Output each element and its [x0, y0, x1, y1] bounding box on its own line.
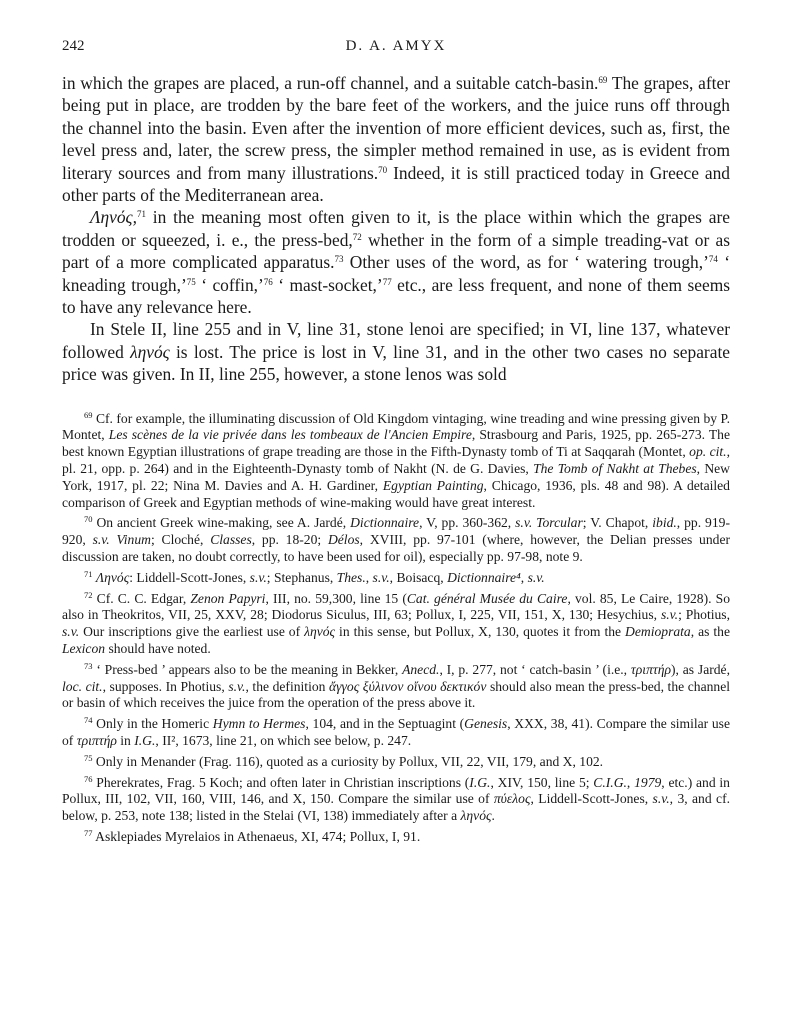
text-run: In Stele II, line 255 and in V, line 31, stone lenoi are specified; in VI, line 137, whatever followed [62, 319, 730, 362]
text-run: , III, no. 59,300, line 15 ( [265, 590, 407, 606]
text-run: , Chicago, 1936, pls. 48 and 98). A detailed comparison of Greek and Egyptian methods of wine-making would have great interest. [62, 477, 730, 510]
text-run: ; Cloché, [150, 532, 211, 548]
text-run: in this sense, but Pollux, X, 130, quotes it from the [335, 624, 626, 640]
text-run: ‘ mast-socket,’ [272, 274, 383, 295]
text-run: , Boisacq, [389, 569, 448, 585]
text-run: , Liddell-Scott-Jones, [530, 791, 653, 807]
italic-text: Les scènes de la vie privée dans les tombeaux de l'Ancien Empire [108, 427, 472, 443]
text-run: ), as Jardé, [671, 661, 730, 677]
page-header [62, 38, 730, 64]
italic-text: I.G. [134, 733, 156, 749]
text-run: On ancient Greek wine-making, see A. Jardé, [96, 515, 351, 531]
italic-text: Hymn to Hermes [212, 716, 306, 732]
italic-text: Lexicon [62, 641, 106, 657]
footnote-number: 77 [84, 828, 93, 839]
text-run: Cf. for example, the illuminating discussion of Old Kingdom vintaging, wine treading and wine pressing given by P. Montet, [62, 410, 730, 443]
text-run: in the meaning most often given to it, is the place within which the grapes are trodden or squeezed, i. e., the press-bed, [62, 207, 730, 250]
italic-text: I.G. [469, 774, 491, 790]
text-run: ‘ Press-bed ’ appears also to be the meaning in Bekker, [96, 661, 403, 677]
text-run: , as the [690, 624, 730, 640]
text-run: , 3, and cf. below, p. 253, note 138; listed in the Stelai (VI, 138) immediately after a [62, 791, 730, 824]
text-run: Only in Menander (Frag. 116), quoted as a curiosity by Pollux, VII, 22, VII, 179, and X, 102. [95, 753, 604, 769]
footnote [62, 411, 730, 512]
italic-text: Dictionnaire⁴ [447, 569, 521, 585]
text-run: , etc.) and in Pollux, III, 102, VII, 160, VIII, 146, and X, 150. Compare the similar use of [62, 774, 730, 807]
italic-text: s.v. Vinum [92, 532, 151, 548]
text-run: ; Stephanus, [266, 569, 337, 585]
footnote-number: 75 [84, 752, 93, 763]
footnote-ref: 74 [708, 254, 718, 265]
text-run: : Liddell-Scott-Jones, [129, 569, 250, 585]
text-run: ‘ kneading trough,’ [62, 252, 730, 295]
footnotes [62, 411, 730, 846]
italic-text: The Tomb of Nakht at Thebes [533, 461, 697, 477]
body-paragraph [62, 318, 730, 385]
text-run: , [365, 569, 373, 585]
text-run: , pp. 18-20; [251, 532, 328, 548]
italic-text: s.v. [228, 678, 246, 694]
text-run: , pp. 919-920, [62, 515, 730, 548]
text-run: , II², 1673, line 21, on which see below, p. 247. [155, 733, 412, 749]
running-head: D. A. AMYX [345, 38, 447, 54]
italic-text: Délos [327, 532, 360, 548]
italic-text: ληνός [130, 341, 170, 362]
body-paragraph [62, 206, 730, 318]
text-run: , XXX, 38, 41). Compare the similar use of [62, 716, 730, 749]
footnote-number: 74 [84, 715, 93, 726]
italic-text: s.v. [652, 791, 670, 807]
footnote [62, 716, 730, 750]
italic-text: Egyptian Painting [382, 477, 484, 493]
italic-text: 1979 [634, 774, 662, 790]
text-run: whether in the form of a simple treading-vat or as part of a more complicated apparatus. [62, 229, 730, 273]
italic-text: ἄγγος ξύλινον οἴνου δεκτικόν [329, 678, 487, 694]
italic-text: Classes [210, 532, 252, 548]
footnote-ref: 72 [352, 231, 362, 242]
footnote-ref: 70 [378, 164, 388, 175]
text-run: is lost. The price is lost in V, line 31, and in the other two cases no separate price was given. In II, line 255, however, a stone lenos was sold [62, 341, 730, 385]
footnote [62, 662, 730, 712]
footnote-ref: 75 [186, 276, 196, 287]
text-run: , the definition [245, 678, 330, 694]
italic-text: C.I.G. [593, 774, 627, 790]
body-text [62, 72, 730, 386]
footnote-ref: 77 [382, 276, 392, 287]
page [62, 38, 730, 850]
text-run: Only in the Homeric [96, 716, 213, 732]
text-run: , XIV, 150, line 5; [490, 774, 594, 790]
footnote-ref: 73 [334, 254, 344, 265]
text-run: ‘ coffin,’ [195, 274, 264, 295]
italic-text: s.v. Torcular [515, 515, 583, 531]
text-run: , I, p. 277, not ‘ catch-basin ’ (i.e., [439, 661, 631, 677]
italic-text: Anecd. [402, 661, 440, 677]
text-run: Indeed, it is still practiced today in Greece and other parts of the Mediterranean area. [62, 162, 731, 206]
italic-text: Demioprata [625, 624, 691, 640]
footnote [62, 591, 730, 658]
text-run: etc., are less frequent, and none of them seems to have any relevance here. [62, 274, 730, 318]
italic-text: Genesis [464, 716, 508, 732]
text-run: should also mean the press-bed, the channel or basin of which receives the juice from the operation of the press above it. [62, 678, 731, 711]
text-run: The grapes, after being put in place, are trodden by the bare feet of the workers, and the juice runs off through the channel into the basin. Even after the invention of more efficient devices, such as, first, the level press and, later, the screw press, the simpler method remained in use, as is evident from literary sources and from many illustrations. [62, 73, 730, 183]
italic-text: s.v. [527, 569, 545, 585]
footnote-number: 73 [84, 660, 93, 671]
footnote [62, 775, 730, 825]
footnote-number: 70 [84, 514, 93, 525]
footnote [62, 570, 730, 587]
footnote [62, 754, 730, 771]
italic-text: s.v. [62, 624, 80, 640]
text-run: . [491, 808, 495, 824]
text-run: , Strasbourg and Paris, 1925, pp. 265-273. The best known Egyptian illustrations of grape treading are those in the Fifth-Dynasty tomb of Ti at Saqqarah (Montet, [62, 427, 730, 460]
footnote-number: 76 [84, 773, 93, 784]
text-run: , XVIII, pp. 97-101 (where, however, the Delian presses under discussion are taken, no doubt correctly, to have been used for oil), especially pp. 97-98, note 9. [62, 532, 731, 565]
italic-text: Ληνός [95, 569, 130, 585]
text-run: , 104, and in the Septuagint ( [305, 716, 465, 732]
text-run: Cf. C. C. Edgar, [96, 590, 191, 606]
text-run: in which the grapes are placed, a run-off channel, and a suitable catch-basin. [62, 73, 599, 93]
text-run: , supposes. In Photius, [102, 678, 229, 694]
page-number: 242 [62, 38, 85, 54]
body-paragraph [62, 72, 730, 206]
footnote-number: 69 [84, 409, 93, 420]
text-run: , V, pp. 360-362, [419, 515, 516, 531]
text-run: , New York, 1917, pl. 22; Nina M. Davies and A. H. Gardiner, [62, 461, 730, 493]
italic-text: τριπτήρ [630, 661, 672, 677]
italic-text: ibid. [652, 515, 677, 531]
footnote-ref: 71 [136, 209, 146, 220]
text-run: , [626, 774, 635, 790]
italic-text: op. cit. [689, 444, 727, 460]
text-run: ; Photius, [678, 607, 730, 623]
footnote-number: 72 [84, 589, 93, 600]
text-run: Pherekrates, Frag. 5 Koch; and often later in Christian inscriptions ( [96, 774, 470, 790]
italic-text: πύελος [493, 791, 531, 807]
italic-text: loc. cit. [62, 678, 103, 694]
italic-text: s.v. [660, 607, 679, 623]
italic-text: ληνός [304, 624, 336, 640]
text-run: in [116, 733, 135, 749]
text-run: , [520, 569, 528, 585]
text-run: Our inscriptions give the earliest use of [79, 624, 305, 640]
italic-text: Ληνός, [90, 207, 137, 228]
italic-text: s.v. [372, 569, 390, 585]
text-run: , pl. 21, opp. p. 264) and in the Eighteenth-Dynasty tomb of Nakht (N. de G. Davies, [62, 444, 730, 477]
footnote-ref: 76 [263, 276, 273, 287]
text-run: , vol. 85, Le Caire, 1928). So also in Theokritos, VII, 25, XXV, 28; Diodorus Siculus, III, 63; Pollux, I, 225, VII, 151, X, 130; Hesychius, [62, 590, 730, 623]
italic-text: s.v. [249, 569, 267, 585]
text-run: Asklepiades Myrelaios in Athenaeus, XI, 474; Pollux, I, 91. [95, 829, 421, 845]
italic-text: ληνός [460, 808, 492, 824]
italic-text: Cat. général Musée du Caire [406, 590, 568, 606]
footnote-ref: 69 [598, 75, 608, 85]
italic-text: Dictionnaire [350, 515, 420, 531]
italic-text: τριπτήρ [76, 733, 117, 749]
footnote [62, 515, 730, 565]
italic-text: Thes. [336, 569, 366, 585]
footnote [62, 829, 730, 846]
text-run: should have noted. [105, 641, 211, 657]
footnote-number: 71 [84, 568, 93, 579]
text-run: Other uses of the word, as for ‘ watering trough,’ [343, 252, 709, 273]
text-run: ; V. Chapot, [582, 515, 653, 531]
italic-text: Zenon Papyri [190, 590, 266, 606]
